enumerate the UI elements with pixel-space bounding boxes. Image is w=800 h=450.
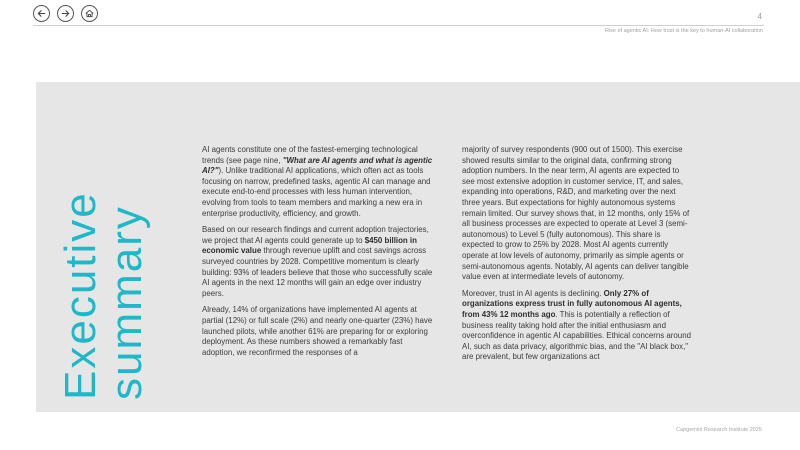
back-button[interactable]	[33, 5, 50, 22]
page-number: 4	[757, 12, 762, 21]
section-title	[58, 128, 168, 400]
text-column-right	[462, 145, 694, 369]
home-button[interactable]	[81, 5, 98, 22]
paragraph-text: ). Unlike traditional AI applications, which often act as tools focusing on narrow, predefined tasks, agentic AI can manage and execute end-to-end processes with less human intervention, evolving from tools to team members and marking a new era in enterprise productivity, efficiency, and growth.	[202, 166, 431, 218]
text-column-left	[202, 145, 434, 364]
home-icon	[84, 8, 95, 19]
paragraph	[202, 225, 434, 299]
paragraph: Already, 14% of organizations have implemented AI agents at partial (12%) or full scale (2%) and nearly one-quarter (23%) have launched pilots, while another 61% are preparing for or exploring deployment. As these numbers showed a remarkably fast adoption, we reconfirmed the responses of a	[202, 305, 433, 357]
footer-credit: Capgemini Research Institute 2025	[676, 427, 762, 433]
navigation-bar	[33, 5, 98, 22]
paragraph-text: Moreover, trust in AI agents is declining.	[462, 288, 604, 298]
running-header: Rise of agentic AI: How trust is the key to human-AI collaboration	[604, 28, 763, 34]
paragraph-text: AI agents constitute one of the fastest-emerging technological trends (see page nine,	[202, 145, 418, 165]
paragraph: majority of survey respondents (900 out of 1500). This exercise showed results similar to the original data, confirming strong adoption numbers. In the near term, AI agents are expected to see most extensive adoption in customer service, IT, and sales, expanding into operations, R&D, and marketing over the next three years. But expectations for highly autonomous systems remain limited. Our survey shows that, in 12 months, only 15% of all business processes are expected to operate at Level 3 (semi-autonomous) to Level 5 (fully autonomous). This share is expected to grow to 25% by 2028. Most AI agents currently operate at low levels of autonomy, primarily as simple agents or semi-autonomous agents. Notably, AI agents can deliver tangible value even at intermediate levels of autonomy.	[462, 145, 690, 282]
section-title-line2: summary	[102, 205, 151, 400]
highlight-text: $450 billion in economic value	[202, 235, 417, 256]
forward-button[interactable]	[57, 5, 74, 22]
paragraph	[202, 145, 434, 219]
section-title-line1: Executive	[56, 191, 105, 400]
paragraph-text: through revenue uplift and cost savings across surveyed countries by 2028. Competitive momentum is clearly building: 93% of leaders believe that those who successfully scale AI agents in the next 12 months will gain an edge over industry peers.	[202, 246, 433, 298]
arrow-right-icon	[60, 8, 71, 19]
paragraph	[462, 289, 694, 363]
header-divider	[33, 25, 764, 26]
arrow-left-icon	[36, 8, 47, 19]
highlight-text: Only 27% of organizations express trust in fully autonomous AI agents, from 43% 12 months ago	[462, 288, 682, 319]
emphasis-text: "What are AI agents and what is agentic AI?"	[202, 155, 433, 176]
paragraph-text: . This is potentially a reflection of business reality taking hold after the initial enthusiasm and overconfidence in agentic AI capabilities. Ethical concerns around AI, such as data privacy, algorithmic bias, and the "AI black box," are prevalent, but few organizations act	[462, 309, 691, 362]
paragraph-text: Based on our research findings and current adoption trajectories, we project that AI agents could generate up to	[202, 225, 429, 245]
